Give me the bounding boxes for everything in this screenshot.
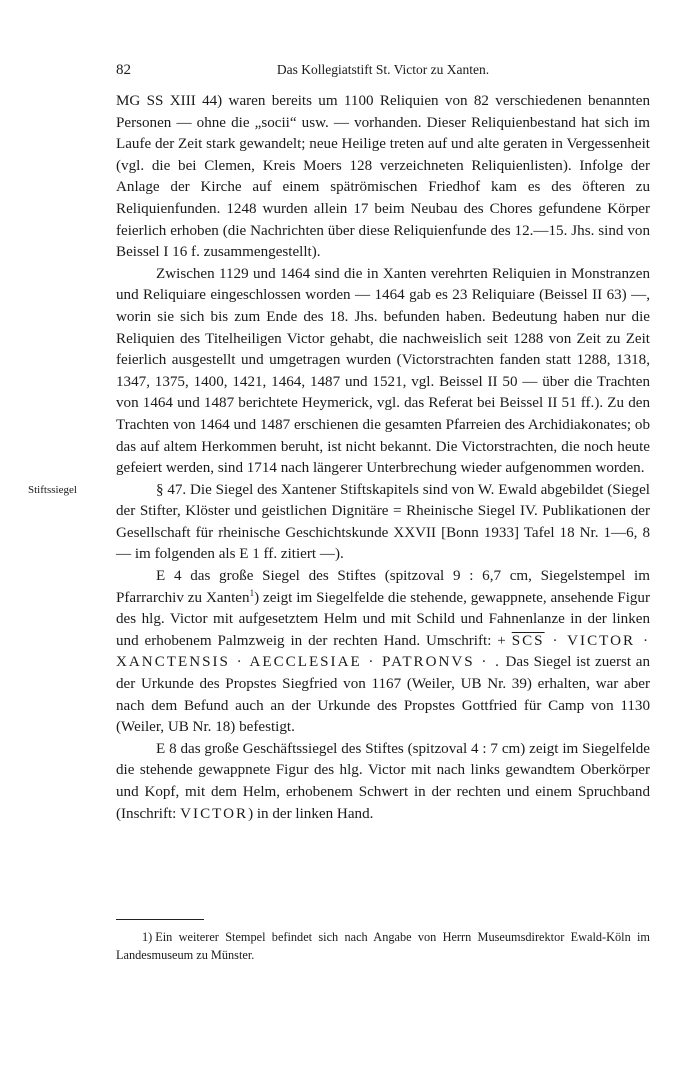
abbreviation-scs: $\overline{SCS}$	[511, 632, 545, 649]
page-number: 82	[116, 62, 131, 78]
paragraph-4-text-b: ) zeigt im Siegelfelde die stehende, gewappnete, ansehende Figur des hlg. Victor mit aufgesetztem Helm und mit Schild und Fahnenlanze in der linken und erhobenem Palmzweig in der rechten Hand. Umschrift: +	[116, 589, 651, 649]
footnote	[116, 928, 650, 964]
footnote-rule	[116, 919, 204, 920]
paragraph-3-text: § 47. Die Siegel des Xantener Stiftskapitels sind von W. Ewald abgebildet (Siegel der Stifter, Klöster und geistlichen Dignitäre = Rheinische Siegel IV. Publikationen der Gesellschaft für rheinische Geschichtskunde XXVII [Bonn 1933] Tafel 18 Nr. 1—6, 8 — im folgenden als E 1 ff. zitiert —).	[116, 481, 650, 563]
footnote-reference: 1	[249, 587, 255, 598]
margin-note: Stiftssiegel	[28, 483, 77, 496]
paragraph-5-text-a: E 8 das große Geschäftssiegel des Stiftes (spitzoval 4 : 7 cm) zeigt im Siegelfelde die stehende gewappnete Figur des hlg. Victor mit nach links gewandtem Oberkörper und Kopf, mit dem Helm, erhobenem Schwert in der rechten und einem Spruchband (Inschrift:	[116, 740, 650, 822]
running-title: Das Kollegiatstift St. Victor zu Xanten.	[276, 62, 490, 77]
footnote-mark: 1)	[142, 930, 153, 944]
paragraph-2: Zwischen 1129 und 1464 sind die in Xanten verehrten Reliquien in Monstranzen und Reliquiare eingeschlossen worden — 1464 gab es 23 Reliquiare (Beissel II 63) —, worin sie sich bis zum Ende des 18. Jhs. befunden haben. Bedeutung haben nur die Reliquien des Titelheiligen Victor gehabt, die nachweislich seit 1288 von Zeit zu Zeit feierlich ausgestellt und umgetragen wurden (Victorstrachten fanden statt 1288, 1318, 1347, 1375, 1400, 1421, 1464, 1487 und 1521, vgl. Beissel II 50 — über die Trachten von 1464 und 1487 berichtete Heymerick, vgl. das Referat bei Beissel II 51 ff.). Zu den Trachten von 1464 und 1487 erschienen die gesamten Pfarreien des Archidiakonates; ob das auf altem Herkommen beruht, ist nicht bekannt. Die Victorstrachten, die noch heute gefeiert werden, sind 1714 nach längerer Unterbrechung wieder aufgenommen worden.	[116, 265, 650, 477]
paragraph-1: MG SS XIII 44) waren bereits um 1100 Reliquien von 82 verschiedenen benannten Personen — ohne die „socii“ usw. — vorhanden. Dieser Reliquienbestand hat sich im Laufe der Zeit stark gewandelt; neue Heilige treten auf und alte geraten in Vergessenheit (vgl. die bei Clemen, Kreis Moers 128 verzeichneten Reliquienlisten). Infolge der Anlage der Kirche auf einem spätrömischen Friedhof kam es des öfteren zu Reliquienfunden. 1248 wurden allein 17 beim Neubau des Chores gefundene Körper feierlich erhoben (die Nachrichten über diese Reliquienfunde des 12.—15. Jhs. sind von Beissel I 16 f. zusammengestellt).	[116, 93, 650, 261]
seal-inscription-victor: VICTOR	[180, 805, 249, 822]
running-head	[116, 60, 650, 80]
seal-inscription: · VICTOR · XANCTENSIS · AECCLESIAE · PATRONVS · .	[116, 632, 650, 671]
paragraph-4-text-c: Das Siegel ist zuerst an der Urkunde des Propstes Siegfried von 1167 (Weiler, UB Nr. 39) erhalten, war aber nach dem Befund auch an der Urkunde des Propstes Gottfried für Camp von 1130 (Weiler, UB Nr. 18) befestigt.	[116, 654, 650, 736]
paragraph-4	[116, 566, 650, 739]
body-text	[28, 91, 651, 825]
paragraph-5-text-b: ) in der linken Hand.	[248, 805, 374, 822]
paragraph-3	[28, 480, 650, 566]
paragraph-4-text-a: E 4 das große Siegel des Stiftes (spitzoval 9 : 6,7 cm, Siegelstempel im Pfarrarchiv zu Xanten	[116, 568, 650, 606]
footnote-text: Ein weiterer Stempel befindet sich nach Angabe von Herrn Museumsdirektor Ewald-Köln im Landesmuseum zu Münster.	[116, 930, 650, 962]
paragraph-5	[116, 739, 650, 825]
